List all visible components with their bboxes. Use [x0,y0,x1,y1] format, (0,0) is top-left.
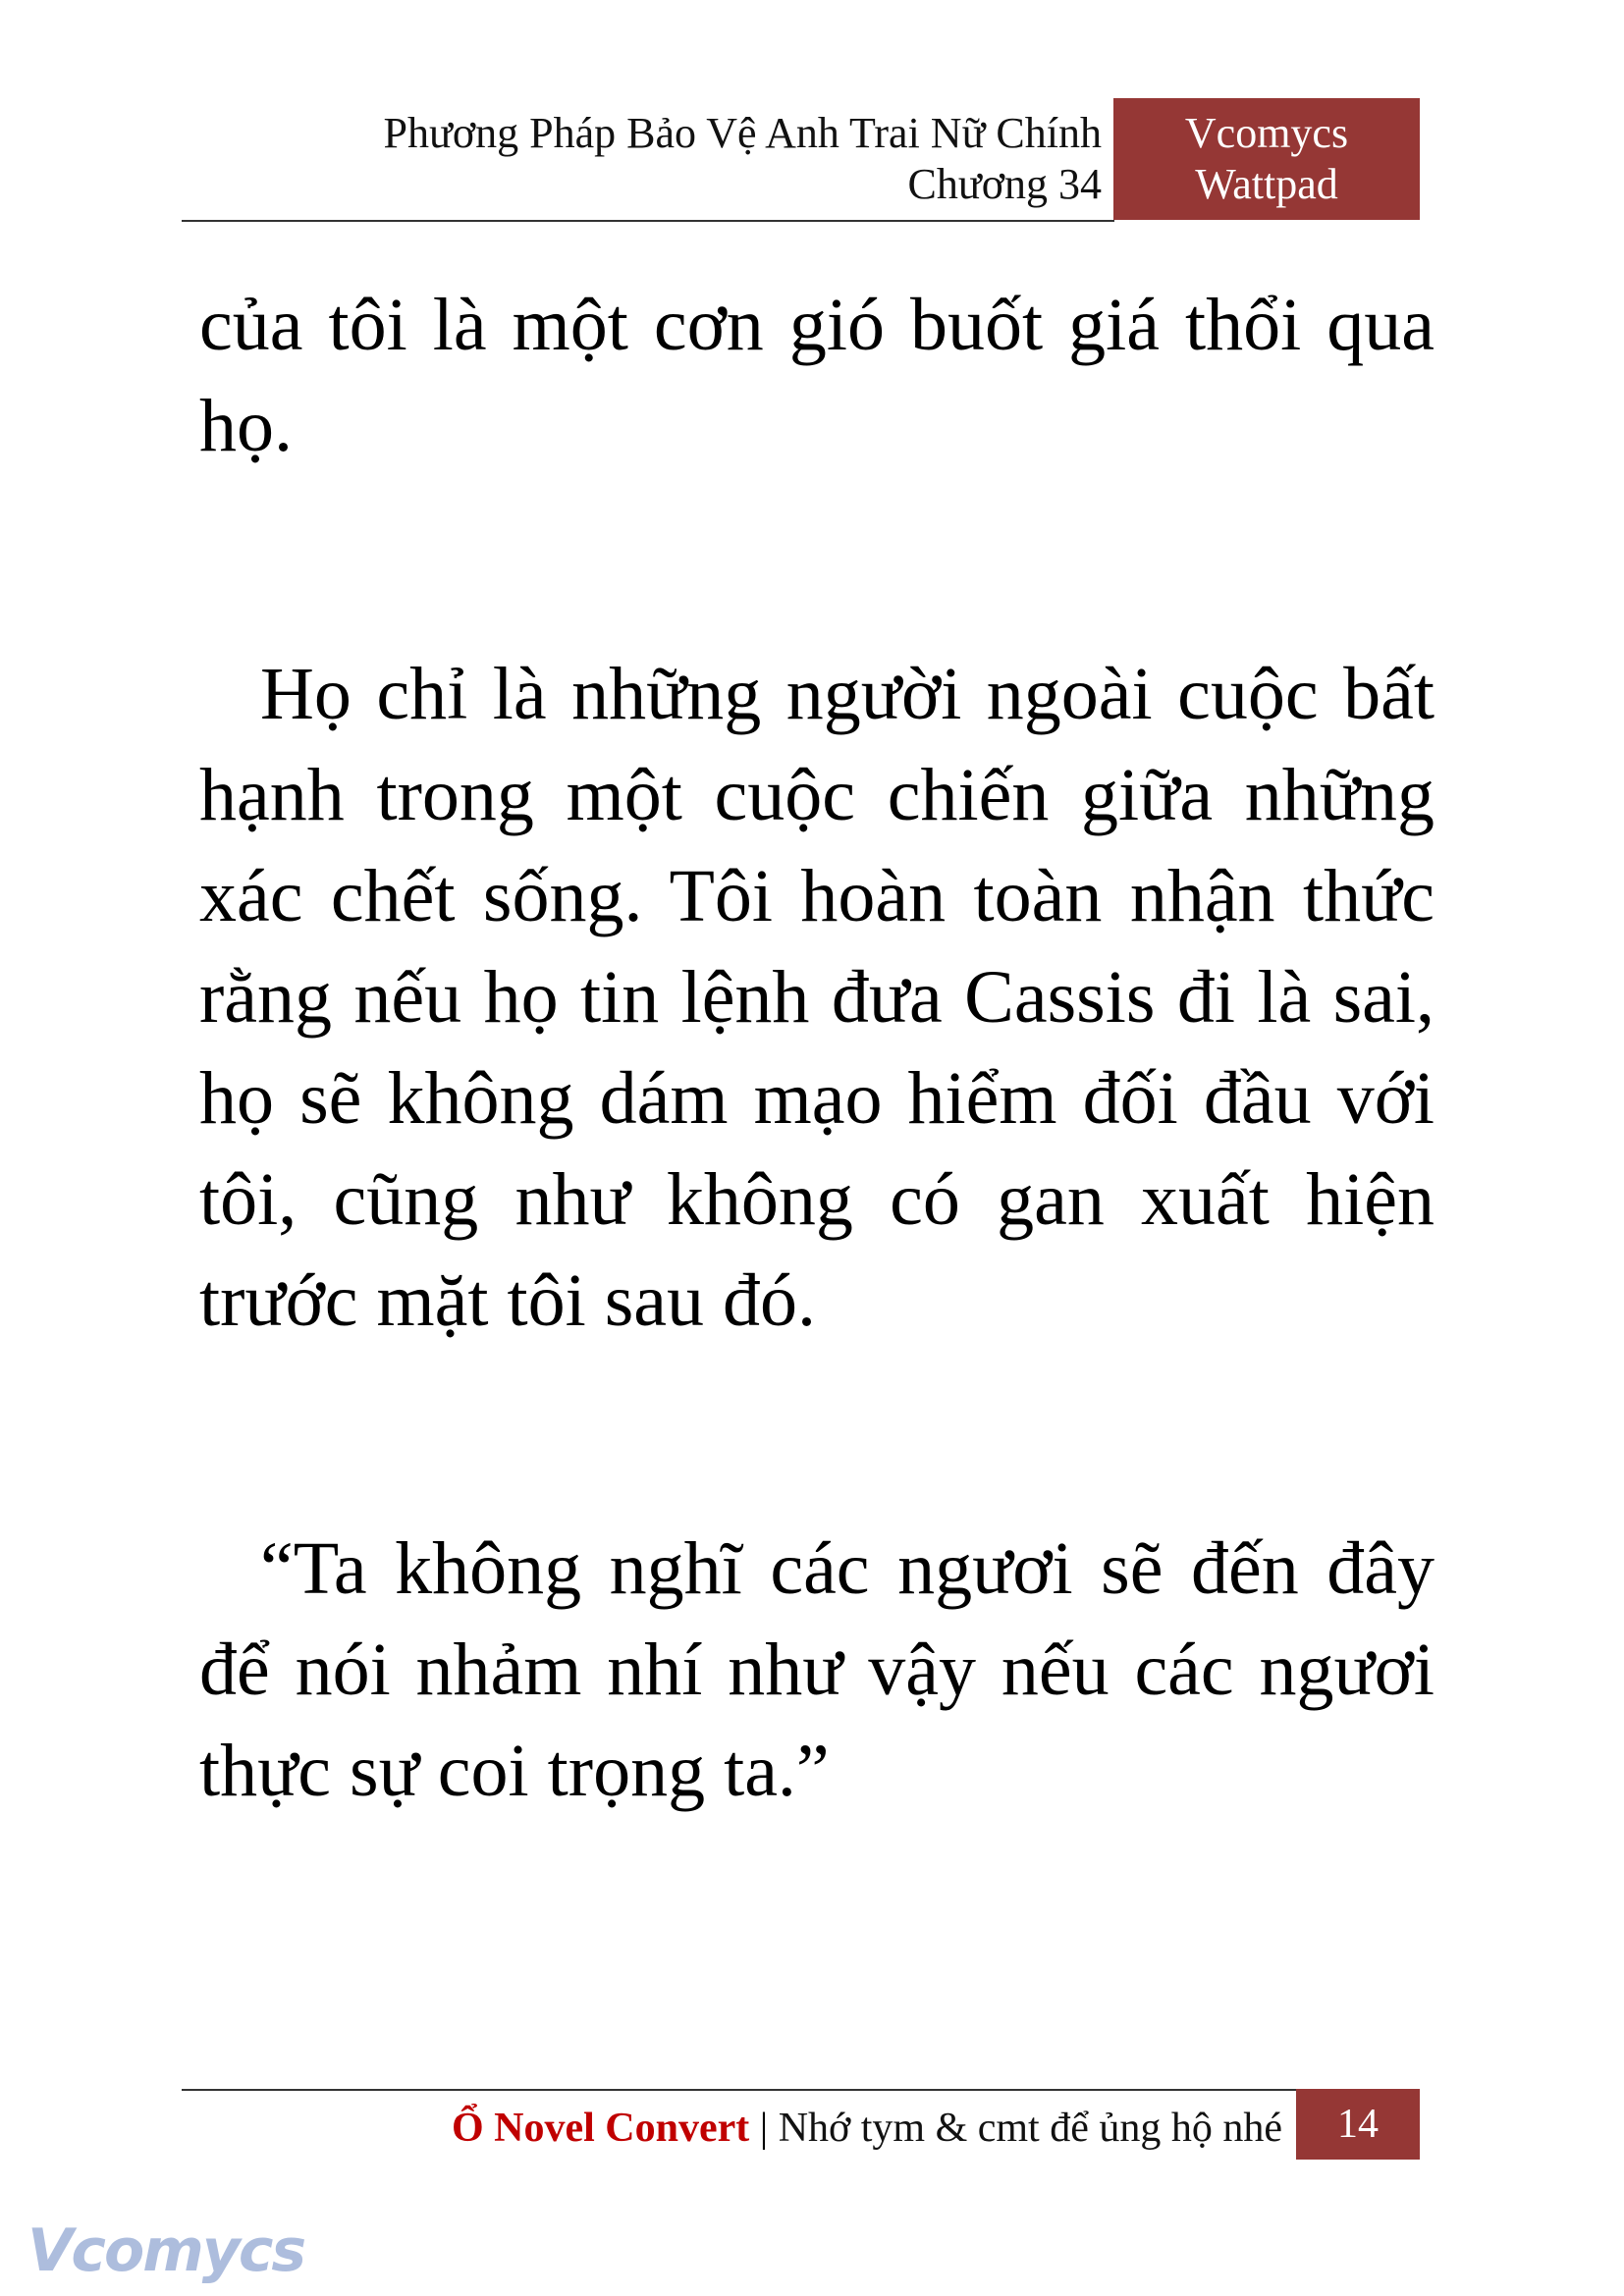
footer [452,2099,1282,2158]
page-number: 14 [1296,2089,1420,2160]
vcomycs-watermark-logo: Vcomycs [27,2216,305,2285]
book-title: Phương Pháp Bảo Vệ Anh Trai Nữ Chính [383,109,1102,157]
badge-line-wattpad: Wattpad [1195,160,1338,208]
footer-brand: Ổ Novel Convert [451,2106,750,2151]
badge-line-vcomycs: Vcomycs [1184,109,1349,157]
paragraph-3: “Ta không nghĩ các ngươi sẽ đến đây để nói nhảm nhí như vậy nếu các ngươi thực sự coi trọng ta.” [199,1527,1435,1812]
page-body [199,275,1435,1822]
footer-separator: | [749,2106,779,2151]
footer-note: Nhớ tym & cmt để ủng hộ nhé [778,2106,1282,2151]
running-header [384,108,1102,210]
header-divider [182,220,1114,222]
chapter-label: Chương 34 [907,160,1102,208]
footer-divider [182,2089,1296,2091]
source-badge [1113,98,1420,220]
paragraph-2: Họ chỉ là những người ngoài cuộc bất hạnh trong một cuộc chiến giữa những xác chết sống. Tôi hoàn toàn nhận thức rằng nếu họ tin lệnh đưa Cassis đi là sai, họ sẽ không dám mạo hiểm đối đầu với tôi, cũng như không có gan xuất hiện trước mặt tôi sau đó. [199,653,1435,1342]
paragraph-1: của tôi là một cơn gió buốt giá thổi qua họ. [199,284,1435,467]
